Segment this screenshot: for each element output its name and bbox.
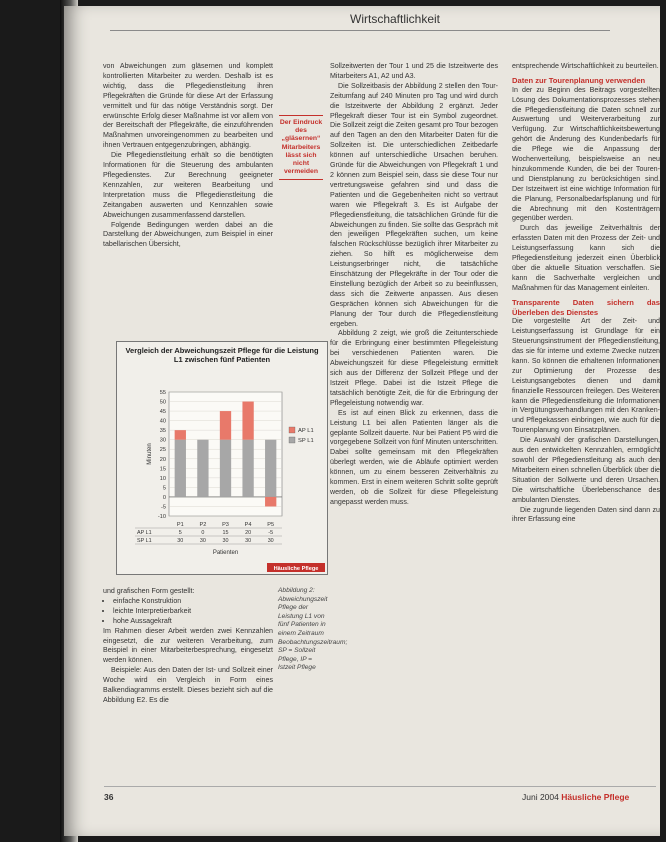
x-tick-label: P2	[199, 522, 207, 528]
paragraph: In der zu Beginn des Beitrags vorgestellten Lösung des Dokumentationsprozesses stehen die Pflegedienstleitung die Daten schnell zur Auswertung und Weiterverarbeitung zur Verfügung. Zur Wirtschaftlichkeitsbewertung gehört die Änderung des Kundenbedarfs für die Pflege wie die Anpassung der Wochenverteilung, beispielsweise an neu hinzukommende Kunden, die bei der Touren- und Dienstplanung zu berücksichtigen sind. Der Istzeitwert ist eine wichtige Information für die Planung, Personalbedarfsplanung und für die Abrechnung mit den Kostenträgern gegenüber werden.	[512, 85, 660, 223]
list-item: • einfache Konstruktion	[113, 597, 273, 607]
x-tick-label: P4	[244, 522, 252, 528]
y-tick-label: -10	[157, 514, 166, 520]
list-item: • hohe Aussagekraft	[113, 617, 273, 627]
y-tick-label: 0	[162, 494, 166, 501]
table-cell: 30	[177, 538, 184, 544]
chart-svg	[117, 342, 327, 574]
paragraph: Die Auswahl der grafischen Darstellungen, aus den entwickelten Kennzahlen, ermöglicht sowohl der Pflegedienstleitung als auch den Mitarbeitern einen schnellen Überblick über die Situation der Sollwerte und deren Ursachen. Die wirtschaftliche Überlebenschance des ambulanten Dienstes.	[512, 436, 660, 504]
x-tick-label: P3	[222, 522, 229, 528]
y-tick-label: 45	[159, 409, 166, 416]
y-tick-label: 50	[159, 399, 166, 406]
table-cell: 30	[267, 538, 274, 544]
y-tick-label: 35	[159, 428, 166, 435]
table-cell: -5	[268, 530, 274, 536]
paragraph: Abbildung 2 zeigt, wie groß die Zeitunterschiede für die Erbringung einer bestimmten Pflegeleistung bei verschiedenen Patienten waren. Die Abweichungszeit für diese Pflegeleistung ermittelt sich aus der Differenz der Sollzeit Pflege und der Istzeit Pflege. Dabei ist die Istzeit Pflege die tatsächlich benötigte Zeit, die für die Erbringung der Pflegeleistung notwendig war.	[330, 329, 498, 407]
column-2	[330, 62, 498, 508]
bar-chart	[116, 341, 328, 575]
list-item: • leichte Interpretierbarkeit	[113, 607, 273, 617]
paragraph: Die zugrunde liegenden Daten sind dann zu ihrer Erfassung eine	[512, 505, 660, 524]
paragraph: Die Pflegedienstleitung erhält so die benötigten Informationen für die Steuerung des ambulanten Pflegedienstes. Zur Berechnung geeigneter Kennzahlen, zur weiteren Bearbeitung und Interpretation muss die Pflegedienstleitung die Zeitangaben auswerten und Kennzahlen sowie Abweichungen zusammenfassend darstellen.	[103, 151, 273, 219]
column-1-bottom	[103, 587, 273, 706]
bar-sp	[175, 440, 186, 497]
bar-ap	[175, 430, 186, 440]
issue-date: Juni 2004	[522, 792, 559, 802]
paragraph: Beispiele: Aus den Daten der Ist- und Sollzeit einer Woche wird ein Vergleich in Form eines Balkendiagramms erstellt. Dieses bezieht sich auf die Abbildung E2. Es die	[103, 666, 273, 704]
paragraph: Folgende Bedingungen werden dabei an die Darstellung der Abweichungen, zum Beispiel in einer tabellarischen Übersicht,	[103, 220, 273, 249]
table-cell: 30	[199, 538, 206, 544]
y-tick-label: 20	[159, 456, 166, 463]
bar-sp	[197, 440, 208, 497]
margin-quote: Der Eindruck des „gläsernen“ Mitarbeiters lässt sich nicht vermeiden	[279, 115, 323, 180]
y-tick-label: 30	[159, 437, 166, 444]
bar-ap	[220, 411, 231, 440]
legend-label: SP L1	[298, 438, 314, 444]
table-cell: 0	[201, 530, 205, 536]
figure-caption: Abbildung 2: Abweichungszeit Pflege der Leistung L1 von fünf Patienten in einem Zeitraum Beobachtungszeitraum; SP = Sollzeit Pflege, IP = Istzeit Pflege	[278, 587, 348, 672]
footer-rule	[104, 786, 656, 787]
paragraph: Die vorgestellte Art der Zeit- und Leistungserfassung ist Grundlage für ein Steuerungsinstrument der Pflegedienstleitung, das sie für interne und externe Zwecke nutzen kann. So können die erhaltenen Informationen zur Optimierung der Prozesse des Leistungsangebotes dienen und damit finanzielle Ressourcen freilegen. Des Weiteren kann die Pflegedienstleitung die Informationen in Vergütungsverhandlungen mit den Kranken- und Pflegekassen einbringen, wie auch für die Tourenplanung von Einsatzplänen.	[512, 317, 660, 435]
y-tick-label: 15	[159, 466, 166, 473]
bar-sp	[242, 440, 253, 497]
paragraph: und grafischen Form gestellt:	[103, 587, 195, 595]
table-row-label: AP L1	[137, 530, 152, 536]
y-axis-label: Minuten	[147, 443, 153, 465]
y-tick-label: 55	[159, 390, 166, 396]
legend-label: AP L1	[298, 428, 314, 434]
paragraph: Sollzeitwerten der Tour 1 und 25 die Istzeitwerte des Mitarbeiters A1, A2 und A3.	[330, 62, 498, 80]
table-cell: 15	[222, 530, 229, 536]
y-tick-label: 10	[159, 475, 166, 482]
x-axis-label: Patienten	[212, 550, 239, 556]
y-tick-label: -5	[161, 504, 166, 511]
paragraph: Im Rahmen dieser Arbeit werden zwei Kennzahlen eingesetzt, die zur weiteren Verarbeitung, zum Beispiel in einer Mitarbeiterbesprechung, eingesetzt werden können.	[103, 626, 273, 665]
legend-swatch	[289, 427, 295, 433]
bullet-list	[103, 597, 273, 627]
source-label: Häusliche Pflege	[273, 566, 319, 572]
bar-sp	[220, 440, 231, 497]
table-cell: 30	[245, 538, 252, 544]
table-cell: 5	[178, 530, 182, 536]
y-tick-label: 5	[162, 485, 166, 492]
paragraph: Durch das jeweilige Zeitverhältnis der erfassten Daten mit den Prozess der Zeit- und Leistungserfassung kann sich die Pflegedienstleitung jederzeit einen Überblick über die aktuelle Situation verschaffen. Sie kann die Sachverhalte vergleichen und Maßnahmen für das Management einleiten.	[512, 224, 660, 292]
y-tick-label: 25	[159, 447, 166, 454]
subheading: Transparente Daten sichern das Überleben des Dienstes	[512, 297, 660, 317]
x-tick-label: P1	[176, 522, 184, 528]
y-tick-label: 40	[159, 418, 166, 425]
bar-sp	[265, 440, 276, 497]
paragraph: Es ist auf einen Blick zu erkennen, dass die Leistung L1 bei allen Patienten länger als die geplante Sollzeit dauerte. Nur bei Patient P5 wird die vorgegebene Sollzeit von fünf Minuten unterschritten. Dabei sollte gemeinsam mit den Pflegekräften überlegt werden, wie die Abläufe optimiert werden können, um zu einem besseren Zeitverhältnis zu kommen. Erst in einem weiteren Schritt sollte geprüft werden, ob die Sollzeit für diese Pflegeleistung angepasst werden muss.	[330, 408, 498, 506]
footer-magazine	[522, 792, 629, 802]
paragraph: von Abweichungen zum gläsernen und komplett kontrollierten Mitarbeiter zu werden. Deshalb ist es wichtig, dass die Pflegedienstleitung ihren Pflegekräften die Gründe für diese Art der Erfassung vermittelt und für das nötige Verständnis sorgt. Der erwünschte Erfolg dieser Maßnahme ist vor allem von der Bereitschaft der Pflegekräfte, die einzuführenden Maßnahmen unvoreingenommen zu bearbeiten und ihnen Vertrauen entgegenzubringen, abhängig.	[103, 62, 273, 150]
bar-ap	[265, 497, 276, 507]
legend-swatch	[289, 437, 295, 443]
bar-ap	[242, 402, 253, 440]
table-cell: 20	[245, 530, 252, 536]
paragraph: entsprechende Wirtschaftlichkeit zu beurteilen.	[512, 62, 659, 70]
page-number: 36	[104, 792, 114, 802]
column-3	[512, 62, 660, 525]
chart-title: Vergleich der Abweichungszeit Pflege für die Leistung L1 zwischen fünf Patienten	[125, 346, 319, 364]
page-header	[110, 12, 610, 31]
table-row-label: SP L1	[137, 538, 152, 544]
magazine-name: Häusliche Pflege	[561, 792, 630, 802]
x-tick-label: P5	[267, 522, 275, 528]
section-title: Wirtschaftlichkeit	[350, 12, 441, 26]
table-cell: 30	[222, 538, 229, 544]
paragraph: Die Sollzeitbasis der Abbildung 2 stellen den Tour-Zeitumfang auf 240 Minuten pro Tag und wird durch die Istzeitwerte der Abbildung 2 ergänzt. Jeder Pflegekraft dieser Tour ist ein Symbol zugeordnet. Die Sollzeit zeigt die Zeiten gesamt pro Tour bezogen auf den Tagen an den den Mitarbeiter Daten für die Sollzeiten ist. Die unterschiedlichen Zeitbedarfe können auf unterschiedliche Ursachen beruhen. Gründe für die Abweichungen von Pflegekraft 1 und 2 können zum Beispiel sein, dass sie diese Tour nur vertretungsweise gefahren sind und dass die Patienten und die Gegebenheiten nicht so vertraut waren wie Pflegekraft 3. Es ist Aufgabe der Pflegedienstleitung, die tatsächlichen Gründe für die Abweichungen zu finden. Sie sollte das Gespräch mit den jeweiligen Pflegekräften suchen, um keine falschen Rückschlüsse bezüglich ihrer Mitarbeiter zu ziehen. So hilft es möglicherweise dem Leistungserbringer nicht, die tatsächliche Einschätzung der Pflegekräfte in der Tour oder die Einstellung bezüglich der Arbeit so zu beeinflussen, dass sich die Zeitwerte anpassen. Aus diesen Gesprächen können sich Abweichungen für die Planung der Tour durch die Pflegedienstleitung ergeben.	[330, 81, 498, 328]
column-1-top	[103, 62, 273, 250]
subheading: Daten zur Tourenplanung verwenden	[512, 75, 646, 85]
